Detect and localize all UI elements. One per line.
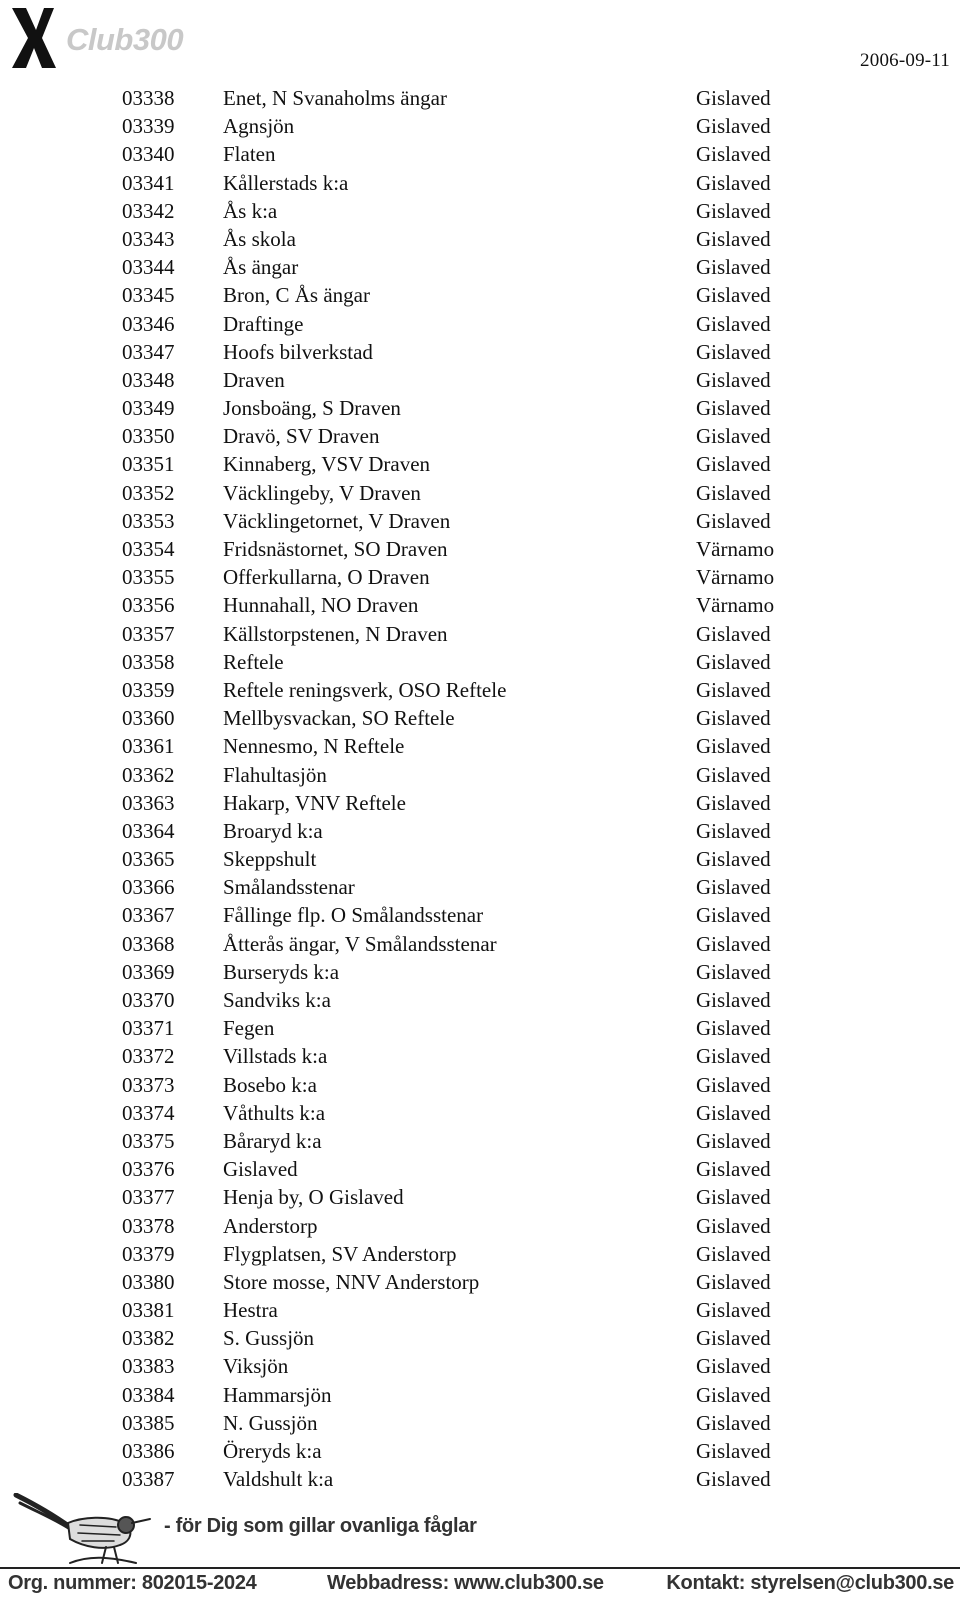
table-row [0,591,960,619]
footer-web-address[interactable]: Webbadress: www.club300.se [327,1572,604,1594]
table-row [0,930,960,958]
site-municipality: Gislaved [696,677,771,702]
site-municipality: Gislaved [696,311,771,336]
site-name: Ås skola [223,226,296,251]
table-row [0,873,960,901]
site-municipality: Gislaved [696,1213,771,1238]
x-logo-icon [12,8,56,68]
site-code: 03384 [122,1382,175,1407]
site-municipality: Gislaved [696,142,771,167]
table-row [0,1409,960,1437]
site-municipality: Gislaved [696,734,771,759]
table-row [0,479,960,507]
site-name: Jonsboäng, S Draven [223,396,401,421]
site-name: Öreryds k:a [223,1439,322,1463]
site-code: 03339 [122,114,175,139]
table-row [0,986,960,1014]
site-name: Kinnaberg, VSV Draven [223,452,431,477]
site-name: Villstads k:a [223,1044,328,1069]
site-name: Flahultasjön [223,762,327,787]
site-code: 03345 [122,283,175,308]
site-code: 03366 [122,875,175,900]
site-municipality: Gislaved [696,480,771,505]
site-code: 03374 [122,1100,175,1125]
site-code: 03376 [122,1157,175,1182]
site-name: Båraryd k:a [223,1128,322,1153]
site-name: Enet, N Svanaholms ängar [223,86,447,110]
site-code: 03387 [122,1467,175,1492]
table-row [0,1099,960,1127]
site-name: Fållinge flp. O Smålandsstenar [223,903,484,928]
site-name: Hunnahall, NO Draven [223,593,419,618]
site-municipality: Värnamo [696,593,775,618]
table-row [0,140,960,168]
site-municipality: Gislaved [696,1016,771,1041]
site-municipality: Gislaved [696,762,771,787]
site-code: 03368 [122,931,175,956]
site-name: Bosebo k:a [223,1072,317,1097]
table-row [0,1381,960,1409]
table-row [0,1437,960,1465]
site-code: 03359 [122,677,175,702]
table-row [0,507,960,535]
site-municipality: Gislaved [696,1326,771,1351]
table-row [0,1240,960,1268]
table-row [0,197,960,225]
site-code: 03386 [122,1439,175,1463]
site-name: Burseryds k:a [223,959,340,984]
table-row [0,310,960,338]
site-code: 03369 [122,959,175,984]
site-name: Källstorpstenen, N Draven [223,621,448,646]
table-row [0,1183,960,1211]
site-name: Sandviks k:a [223,988,331,1012]
table-row [0,1268,960,1296]
site-municipality: Gislaved [696,367,771,392]
table-row [0,563,960,591]
table-row [0,1212,960,1240]
site-municipality: Värnamo [696,537,775,561]
site-code: 03385 [122,1410,175,1435]
site-municipality: Gislaved [696,875,771,900]
site-code: 03352 [122,480,175,505]
site-name: Reftele reningsverk, OSO Reftele [223,677,507,702]
site-municipality: Gislaved [696,255,771,280]
site-municipality: Gislaved [696,818,771,843]
site-code: 03375 [122,1128,175,1153]
site-municipality: Gislaved [696,959,771,984]
site-municipality: Gislaved [696,1439,771,1463]
site-code: 03340 [122,142,175,167]
site-municipality: Gislaved [696,1382,771,1407]
site-municipality: Gislaved [696,621,771,646]
site-name: N. Gussjön [223,1410,318,1435]
table-row [0,648,960,676]
site-name: Nennesmo, N Reftele [223,734,405,759]
site-name: Fegen [223,1016,275,1041]
table-row [0,901,960,929]
site-municipality: Gislaved [696,86,771,110]
site-code: 03379 [122,1241,175,1266]
site-code: 03358 [122,649,175,674]
site-name: Broaryd k:a [223,818,323,843]
table-row [0,535,960,563]
site-name: Skeppshult [223,847,317,872]
site-code: 03377 [122,1185,175,1210]
club300-logo [4,4,214,70]
site-municipality: Gislaved [696,1128,771,1153]
site-code: 03356 [122,593,175,618]
site-municipality: Gislaved [696,198,771,223]
table-row [0,620,960,648]
site-code: 03373 [122,1072,175,1097]
site-municipality: Gislaved [696,1157,771,1182]
site-municipality: Gislaved [696,706,771,731]
site-name: Dravö, SV Draven [223,424,380,449]
site-code: 03346 [122,311,175,336]
table-row [0,1324,960,1352]
site-name: Väcklingetornet, V Draven [223,508,451,533]
table-row [0,1014,960,1042]
site-municipality: Gislaved [696,847,771,872]
site-name: Store mosse, NNV Anderstorp [223,1269,480,1294]
site-code: 03360 [122,706,175,731]
site-municipality: Gislaved [696,1072,771,1097]
table-row [0,1042,960,1070]
table-row [0,112,960,140]
site-code: 03378 [122,1213,175,1238]
logo-text: Club300 [66,22,184,57]
site-code: 03341 [122,170,175,195]
site-municipality: Gislaved [696,424,771,449]
table-row [0,789,960,817]
table-row [0,225,960,253]
site-name: Våthults k:a [223,1100,326,1125]
site-name: Hoofs bilverkstad [223,339,373,364]
site-code: 03348 [122,367,175,392]
site-name: Draftinge [223,311,304,336]
site-code: 03362 [122,762,175,787]
table-row [0,761,960,789]
site-municipality: Gislaved [696,1241,771,1266]
footer-contact[interactable]: Kontakt: styrelsen@club300.se [666,1572,954,1594]
site-municipality: Gislaved [696,1354,771,1379]
site-code: 03357 [122,621,175,646]
site-list [0,84,960,1493]
site-name: Fridsnästornet, SO Draven [223,537,448,561]
table-row [0,450,960,478]
table-row [0,422,960,450]
table-row [0,845,960,873]
site-name: Anderstorp [223,1213,318,1238]
table-row [0,394,960,422]
site-name: Draven [223,367,285,392]
site-name: Väcklingeby, V Draven [223,480,421,505]
site-municipality: Gislaved [696,170,771,195]
table-row [0,338,960,366]
site-municipality: Gislaved [696,649,771,674]
footer-org-number: Org. nummer: 802015-2024 [8,1572,257,1594]
site-code: 03355 [122,565,175,590]
site-municipality: Gislaved [696,1269,771,1294]
site-municipality: Gislaved [696,1100,771,1125]
site-municipality: Gislaved [696,283,771,308]
site-code: 03363 [122,790,175,815]
site-code: 03364 [122,818,175,843]
table-row [0,1071,960,1099]
site-name: Bron, C Ås ängar [223,283,370,308]
site-municipality: Gislaved [696,1410,771,1435]
site-name: Viksjön [223,1354,289,1379]
site-code: 03342 [122,198,175,223]
site-name: Flygplatsen, SV Anderstorp [223,1241,457,1266]
table-row [0,958,960,986]
site-municipality: Gislaved [696,226,771,251]
site-code: 03338 [122,86,175,110]
bird-illustration-icon [10,1493,170,1565]
site-municipality: Gislaved [696,790,771,815]
site-code: 03381 [122,1298,175,1323]
site-name: Hammarsjön [223,1382,332,1407]
site-code: 03372 [122,1044,175,1069]
site-name: Henja by, O Gislaved [223,1185,404,1210]
table-row [0,281,960,309]
site-municipality: Gislaved [696,452,771,477]
site-code: 03380 [122,1269,175,1294]
site-name: Åtterås ängar, V Smålandsstenar [223,931,497,956]
footer-divider [0,1567,960,1569]
site-municipality: Gislaved [696,1044,771,1069]
site-code: 03361 [122,734,175,759]
table-row [0,84,960,112]
site-code: 03370 [122,988,175,1012]
site-code: 03344 [122,255,175,280]
table-row [0,817,960,845]
site-name: Valdshult k:a [223,1467,334,1492]
site-code: 03350 [122,424,175,449]
site-municipality: Gislaved [696,1185,771,1210]
site-name: Mellbysvackan, SO Reftele [223,706,455,731]
document-date: 2006-09-11 [860,50,950,71]
site-name: Flaten [223,142,276,167]
table-row [0,704,960,732]
table-row [0,676,960,704]
table-row [0,1465,960,1493]
site-code: 03349 [122,396,175,421]
site-name: Gislaved [223,1157,298,1182]
site-municipality: Gislaved [696,903,771,928]
site-code: 03354 [122,537,175,561]
site-name: Hestra [223,1298,278,1323]
site-name: Ås ängar [223,255,299,280]
site-municipality: Värnamo [696,565,775,590]
site-code: 03382 [122,1326,175,1351]
site-name: Smålandsstenar [223,875,355,900]
site-code: 03343 [122,226,175,251]
site-municipality: Gislaved [696,1298,771,1323]
site-name: Kållerstads k:a [223,170,349,195]
site-code: 03347 [122,339,175,364]
table-row [0,253,960,281]
table-row [0,1155,960,1183]
table-row [0,366,960,394]
site-name: Agnsjön [223,114,295,139]
site-municipality: Gislaved [696,339,771,364]
site-municipality: Gislaved [696,1467,771,1492]
table-row [0,1352,960,1380]
site-name: S. Gussjön [223,1326,315,1351]
site-name: Offerkullarna, O Draven [223,565,430,590]
table-row [0,1296,960,1324]
site-code: 03351 [122,452,175,477]
site-municipality: Gislaved [696,396,771,421]
site-municipality: Gislaved [696,114,771,139]
site-municipality: Gislaved [696,988,771,1012]
site-name: Ås k:a [223,198,278,223]
site-code: 03371 [122,1016,175,1041]
site-code: 03367 [122,903,175,928]
site-name: Reftele [223,649,284,674]
site-code: 03365 [122,847,175,872]
tagline: - för Dig som gillar ovanliga fåglar [164,1515,477,1537]
table-row [0,169,960,197]
table-row [0,1127,960,1155]
site-municipality: Gislaved [696,931,771,956]
site-name: Hakarp, VNV Reftele [223,790,406,815]
site-municipality: Gislaved [696,508,771,533]
site-code: 03383 [122,1354,175,1379]
site-code: 03353 [122,508,175,533]
table-row [0,732,960,760]
